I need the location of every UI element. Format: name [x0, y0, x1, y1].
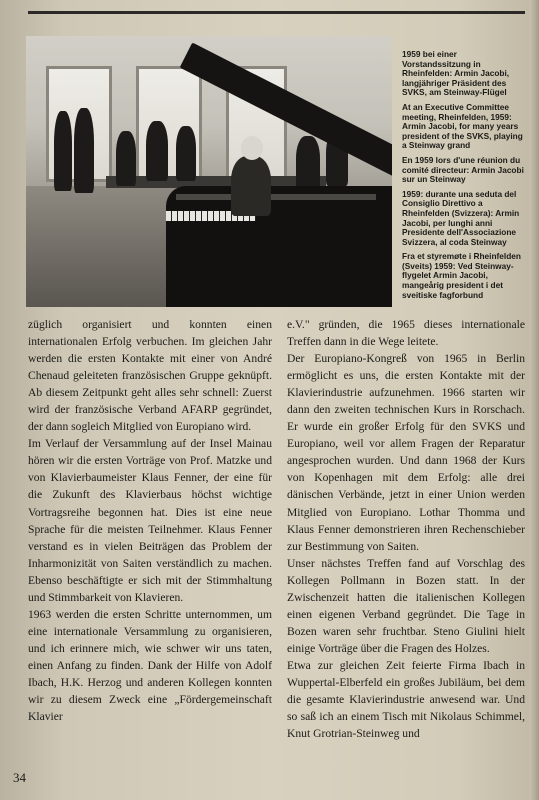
- caption-english: At an Executive Committee meeting, Rheinfelden, 1959: Armin Jacobi, for many years president of the SVKS, playing a Steinway grand: [402, 101, 523, 151]
- left-column: [28, 316, 272, 725]
- photo-armin-jacobi-at-steinway: [26, 36, 392, 307]
- paragraph: Der Europiano-Kongreß von 1965 in Berlin ermöglicht es uns, die ersten Kontakte mit der Klavierindustrie aufzunehmen. 1966 starten wir dann den zweiten technischen Kurs in Rorschach. Er wurde ein großer Erfolg für den SVKS und Europiano, weil vor allem Fragen der Reparatur angesprochen wurden. Und dann 1968 der Kurs von Kopenhagen mit dem Erfolg: alle drei dänischen Verbände, jetzt in einer Union werden Mitglied von Europiano. Lothar Thomma und Klaus Fenner demonstrieren ihren Rechenschieber zur Bestimmung von Saiten.: [287, 352, 525, 553]
- page-number: 34: [13, 770, 26, 785]
- header-rule: [28, 11, 525, 14]
- caption-italian: 1959: durante una seduta del Consiglio Direttivo a Rheinfelden (Svizzera): Armin Jacobi, per lunghi anni Presidente dell'Associazione Svizzera, al coda Steinway: [402, 188, 520, 247]
- right-column: [287, 316, 525, 742]
- paragraph: Im Verlauf der Versammlung auf der Insel Mainau hören wir die ersten Vorträge von Prof. Matzke und von Klavierbaumeister Klaus Fenner, der eine für die Zukunft des Klavierbaus höchst wichtige Vortragsreihe begonnen hat. Dies ist eine neue Sprache für die meisten Teilnehmer. Klaus Fenner verstand es in vielen Beiträgen das Problem der Inharmonizität von Saiten verständlich zu machen. Ebenso beschäftigte er sich mit der Stimmhaltung und Stimmbarkeit von Klavieren.: [28, 437, 272, 604]
- page-edge: [529, 0, 539, 800]
- paragraph: Etwa zur gleichen Zeit feierte Firma Ibach in Wuppertal-Elberfeld ein großes Jubiläum, bei dem die gesamte Klavierindustrie anwesend war. Und so saß ich an einem Tisch mit Nikolaus Schimmel, Knut Grotrian-Steinweg und: [287, 658, 525, 741]
- caption-german: 1959 bei einer Vorstandssitzung in Rheinfelden: Armin Jacobi, langjähriger Präsident des SVKS, am Steinway-Flügel: [402, 49, 510, 98]
- paragraph: Unser nächstes Treffen fand auf Vorschlag des Kollegen Pollmann in Bozen statt. In der Zwischenzeit hatten die italienischen Kollegen einen eigenen Verband gegründet. Die Tage in Bozen waren sehr fruchtbar. Steno Giulini hielt einige Vorträge über die Fragen des Holzes.: [287, 556, 525, 655]
- caption-norwegian: Fra et styremøte i Rheinfelden (Sveits) 1959: Ved Steinway-flygelet Armin Jacobi, mangeårig president i det sveitiske fagforbund: [402, 251, 521, 300]
- paragraph: 1963 werden die ersten Schritte unternommen, um eine internationale Versammlung zu organisieren, und ich erinnere mich, wie schwer wir uns taten, einen Anfang zu finden. Dank der Hilfe von Adolf Ibach, H.K. Herzog und anderen Kollegen konnten wir zu diesem Zweck eine „Fördergemeinschaft Klavier: [28, 607, 272, 724]
- paragraph: e.V." gründen, die 1965 dieses internationale Treffen dann in die Wege leitete.: [287, 318, 525, 349]
- paragraph: züglich organisiert und konnten einen internationalen Erfolg verbuchen. Im gleichen Jahr werden die ersten Kontakte mit einer von André Chenaud geleiteten französischen Gruppe geknüpft. Ab diesem Zeitpunkt geht alles sehr schnell: Zuerst wird der französische Verband AFARP gegründet, der dann sogleich Mitglied von Europiano wird.: [28, 318, 272, 434]
- caption-french: En 1959 lors d'une réunion du comité directeur: Armin Jacobi sur un Steinway: [402, 154, 524, 185]
- photo-caption: [402, 50, 526, 305]
